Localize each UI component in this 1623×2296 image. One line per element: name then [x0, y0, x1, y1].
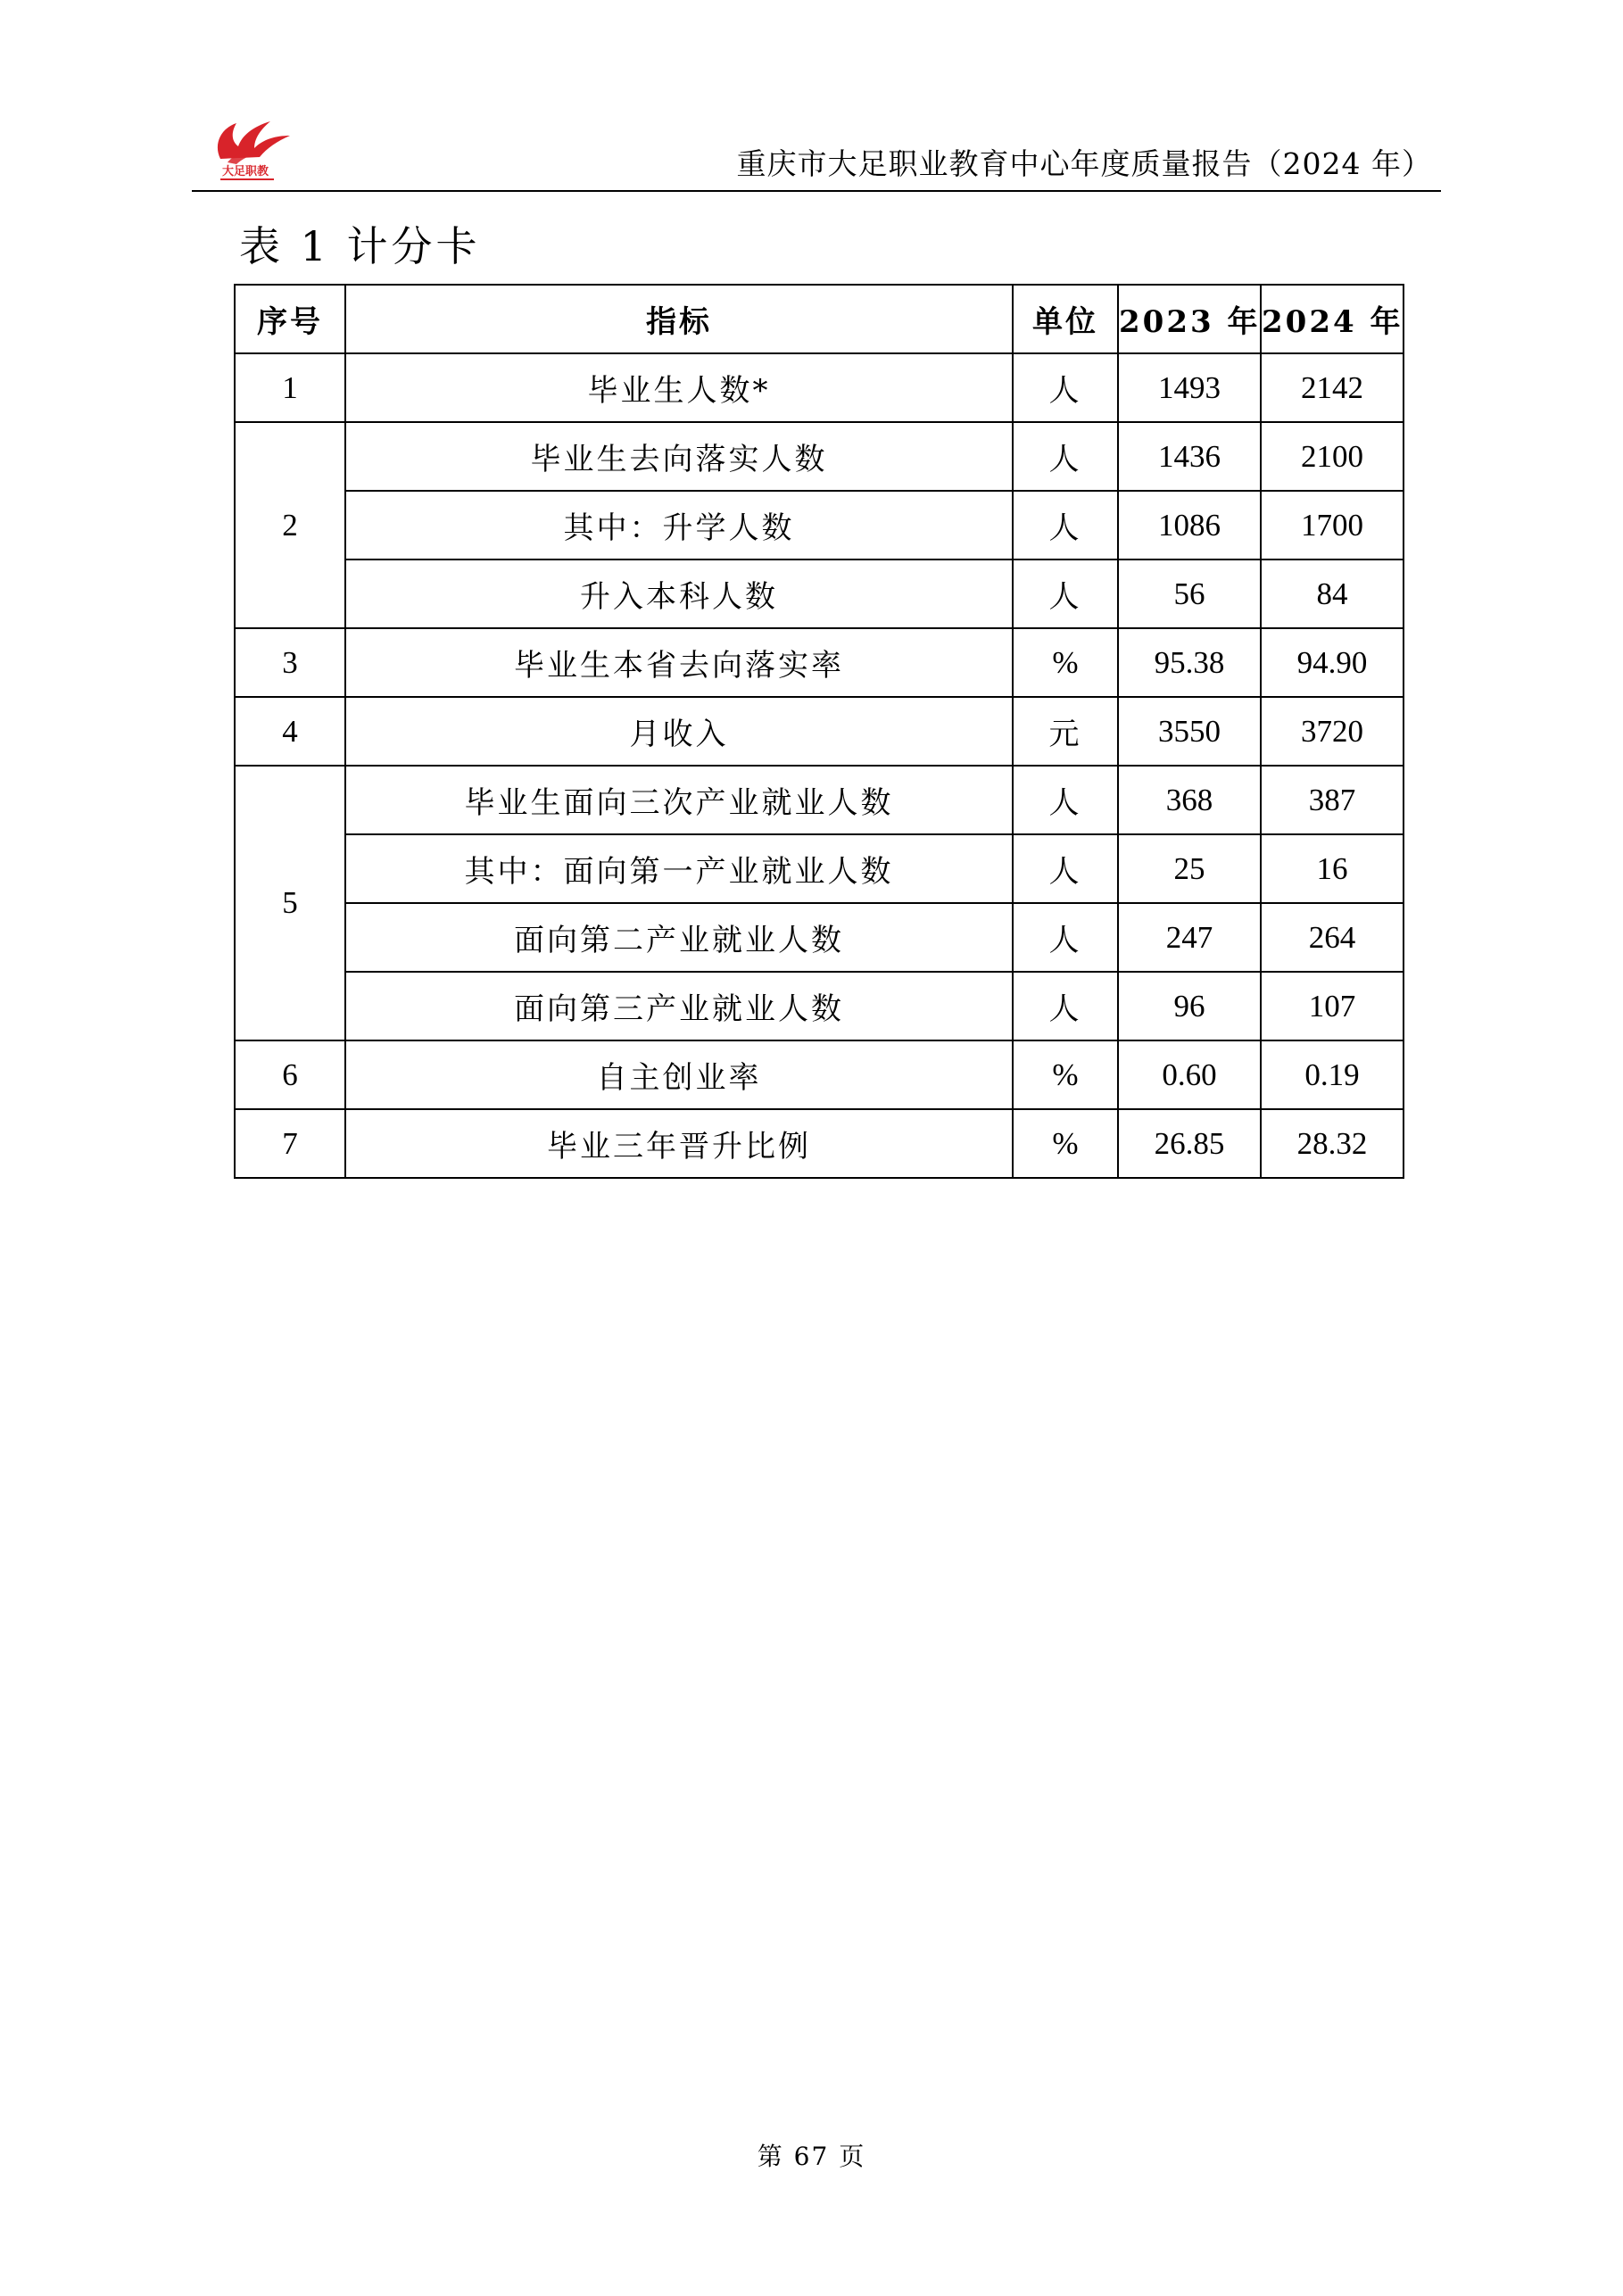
unit-cell: % [1013, 1040, 1118, 1109]
value-2024-cell: 3720 [1261, 697, 1404, 766]
value-2024-cell: 1700 [1261, 491, 1404, 559]
value-2024-cell: 107 [1261, 972, 1404, 1040]
indicator-cell: 毕业生人数* [345, 353, 1013, 422]
school-logo [201, 112, 299, 184]
value-2024-cell: 0.19 [1261, 1040, 1404, 1109]
row-number: 2 [235, 422, 345, 628]
phoenix-logo-icon [201, 112, 299, 184]
logo-text: 大足职教 [221, 165, 269, 178]
row-number: 7 [235, 1109, 345, 1178]
table-row [235, 766, 1404, 834]
header-cell-indicator: 指标 [345, 285, 1013, 353]
value-2024-cell: 84 [1261, 559, 1404, 628]
table-row [235, 834, 1404, 903]
value-2023-cell: 56 [1118, 559, 1261, 628]
indicator-cell: 月收入 [345, 697, 1013, 766]
unit-cell: 人 [1013, 353, 1118, 422]
indicator-cell: 自主创业率 [345, 1040, 1013, 1109]
unit-cell: % [1013, 628, 1118, 697]
value-2024-cell: 2100 [1261, 422, 1404, 491]
unit-cell: 人 [1013, 766, 1118, 834]
value-2023-cell: 95.38 [1118, 628, 1261, 697]
unit-cell: 人 [1013, 422, 1118, 491]
value-2024-cell: 264 [1261, 903, 1404, 972]
unit-cell: 人 [1013, 903, 1118, 972]
value-2023-cell: 247 [1118, 903, 1261, 972]
value-2024-cell: 16 [1261, 834, 1404, 903]
header-divider [192, 190, 1441, 192]
indicator-cell: 其中：升学人数 [345, 491, 1013, 559]
value-2024-cell: 94.90 [1261, 628, 1404, 697]
value-2023-cell: 96 [1118, 972, 1261, 1040]
indicator-cell: 毕业生本省去向落实率 [345, 628, 1013, 697]
table-header-row [235, 285, 1404, 353]
indicator-cell: 面向第二产业就业人数 [345, 903, 1013, 972]
scorecard-table [234, 284, 1404, 1179]
value-2023-cell: 25 [1118, 834, 1261, 903]
table-row [235, 353, 1404, 422]
row-number: 6 [235, 1040, 345, 1109]
header-cell-unit: 单位 [1013, 285, 1118, 353]
indicator-cell: 毕业三年晋升比例 [345, 1109, 1013, 1178]
value-2023-cell: 26.85 [1118, 1109, 1261, 1178]
indicator-cell: 升入本科人数 [345, 559, 1013, 628]
table-row [235, 628, 1404, 697]
table-row [235, 697, 1404, 766]
row-number: 5 [235, 766, 345, 1040]
value-2024-cell: 2142 [1261, 353, 1404, 422]
row-number: 3 [235, 628, 345, 697]
header-cell-2023: 2023 年 [1118, 285, 1261, 353]
value-2023-cell: 1436 [1118, 422, 1261, 491]
page-header [192, 98, 1441, 192]
table-row [235, 1109, 1404, 1178]
indicator-cell: 毕业生去向落实人数 [345, 422, 1013, 491]
indicator-cell: 毕业生面向三次产业就业人数 [345, 766, 1013, 834]
value-2024-cell: 387 [1261, 766, 1404, 834]
value-2023-cell: 3550 [1118, 697, 1261, 766]
table-row [235, 422, 1404, 491]
table-row [235, 1040, 1404, 1109]
value-2023-cell: 0.60 [1118, 1040, 1261, 1109]
header-title: 重庆市大足职业教育中心年度质量报告（2024 年） [736, 146, 1432, 181]
value-2023-cell: 1086 [1118, 491, 1261, 559]
unit-cell: 元 [1013, 697, 1118, 766]
unit-cell: 人 [1013, 491, 1118, 559]
row-number: 4 [235, 697, 345, 766]
unit-cell: 人 [1013, 834, 1118, 903]
table-row [235, 903, 1404, 972]
header-cell-no: 序号 [235, 285, 345, 353]
row-number: 1 [235, 353, 345, 422]
table-row [235, 972, 1404, 1040]
indicator-cell: 其中：面向第一产业就业人数 [345, 834, 1013, 903]
value-2023-cell: 368 [1118, 766, 1261, 834]
indicator-cell: 面向第三产业就业人数 [345, 972, 1013, 1040]
unit-cell: % [1013, 1109, 1118, 1178]
table-caption: 表 1 计分卡 [239, 222, 481, 270]
value-2023-cell: 1493 [1118, 353, 1261, 422]
unit-cell: 人 [1013, 559, 1118, 628]
unit-cell: 人 [1013, 972, 1118, 1040]
value-2024-cell: 28.32 [1261, 1109, 1404, 1178]
page-number: 第 67 页 [757, 2142, 866, 2171]
table-row [235, 559, 1404, 628]
header-cell-2024: 2024 年 [1261, 285, 1404, 353]
table-row [235, 491, 1404, 559]
